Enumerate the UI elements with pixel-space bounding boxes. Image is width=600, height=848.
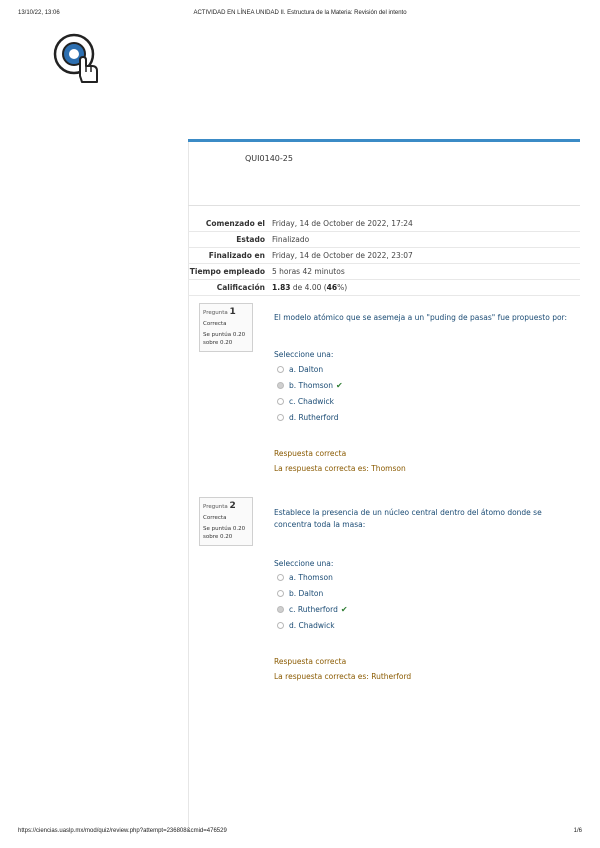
radio-button[interactable] [277,398,284,405]
touch-hand-logo-icon[interactable] [50,30,102,84]
question-label: Pregunta [203,310,228,316]
summary-row [188,264,580,280]
answer-list [277,361,343,425]
radio-button[interactable] [277,574,284,581]
course-header-bar [188,139,580,142]
answer-label: a. Dalton [289,364,324,374]
answer-label: d. Chadwick [289,620,335,630]
right-answer-text: La respuesta correcta es: Rutherford [274,672,412,681]
print-title: ACTIVIDAD EN LÍNEA UNIDAD II. Estructura de la Materia: Revisión del intento [193,10,407,16]
summary-row [188,216,580,232]
answer-prompt: Seleccione una: [274,559,334,568]
separator [188,205,580,206]
summary-label: Tiempo empleado [189,267,265,276]
grade-percent: 46 [326,283,338,292]
page-url: https://ciencias.uaslp.mx/mod/quiz/review.php?attempt=236808&cmid=476529 [18,828,227,834]
summary-row [188,232,580,248]
summary-row [188,280,580,296]
answer-label: d. Rutherford [289,412,339,422]
page-number: 1/6 [573,828,582,834]
answer-label: c. Rutherford [289,604,338,614]
summary-value: Finalizado [272,235,310,244]
answer-option[interactable] [277,393,343,409]
radio-button-checked[interactable] [277,606,284,613]
radio-button[interactable] [277,590,284,597]
answer-option[interactable] [277,409,343,425]
answer-option[interactable] [277,601,348,617]
summary-label: Comenzado el [205,219,265,228]
answer-option[interactable] [277,585,348,601]
answer-list [277,569,348,633]
question-info-box [199,303,253,352]
summary-label: Estado [236,235,265,244]
summary-label: Finalizado en [208,251,265,260]
grade-value [272,282,580,293]
summary-value: 5 horas 42 minutos [272,267,345,276]
question-grade: Se puntúa 0.20 sobre 0.20 [203,526,246,540]
print-date: 13/10/22, 13:06 [18,10,60,16]
check-icon: ✔ [336,380,343,390]
answer-option[interactable] [277,617,348,633]
summary-value: Friday, 14 de October de 2022, 17:24 [272,219,413,228]
radio-button[interactable] [277,366,284,373]
radio-button[interactable] [277,414,284,421]
feedback-text: Respuesta correcta [274,657,347,666]
right-answer-text: La respuesta correcta es: Thomson [274,464,406,473]
answer-prompt: Seleccione una: [274,350,334,359]
radio-button-checked[interactable] [277,382,284,389]
radio-button[interactable] [277,622,284,629]
answer-label: c. Chadwick [289,396,334,406]
course-code: QUI0140-25 [245,154,293,163]
feedback-text: Respuesta correcta [274,449,347,458]
question-number: 2 [229,501,236,511]
summary-row [188,248,580,264]
attempt-summary-table [188,216,580,296]
question-state: Correcta [203,515,227,521]
answer-option[interactable] [277,361,343,377]
summary-label: Calificación [216,283,265,292]
question-text: El modelo atómico que se asemeja a un "puding de pasas" fue propuesto por: [274,313,568,322]
question-number: 1 [229,307,236,317]
question-info-box [199,497,253,546]
grade-percent-sign: %) [337,283,348,292]
check-icon: ✔ [340,604,348,614]
question-text: Establece la presencia de un núcleo central dentro del átomo donde se concentra toda la masa: [274,508,542,529]
question-state: Correcta [203,321,227,327]
summary-value: Friday, 14 de October de 2022, 23:07 [272,251,413,260]
grade-points: 1.83 [272,283,291,292]
question-label: Pregunta [203,504,228,510]
answer-label: b. Dalton [289,588,324,598]
question-grade: Se puntúa 0.20 sobre 0.20 [203,332,246,346]
grade-total: de 4.00 ( [290,283,327,292]
answer-label: b. Thomson [289,380,334,390]
answer-option[interactable] [277,377,343,393]
answer-label: a. Thomson [289,572,333,582]
answer-option[interactable] [277,569,348,585]
